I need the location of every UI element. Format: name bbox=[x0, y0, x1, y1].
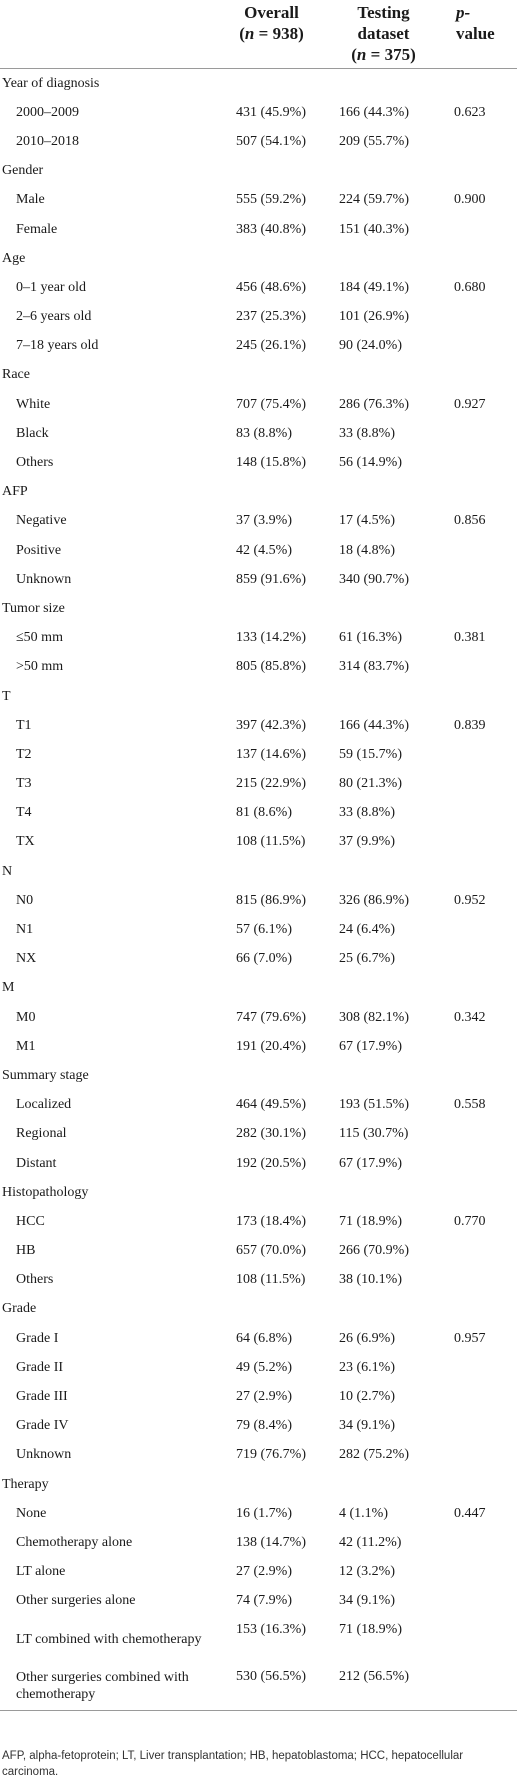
table-row bbox=[0, 740, 517, 769]
row-label: T4 bbox=[16, 805, 32, 821]
testing-value: 209 (55.7%) bbox=[339, 133, 409, 149]
group-label: Histopathology bbox=[2, 1184, 89, 1200]
overall-value: 42 (4.5%) bbox=[236, 542, 292, 558]
table-row bbox=[0, 215, 517, 244]
p-value bbox=[444, 1382, 517, 1411]
table-row bbox=[0, 1237, 517, 1266]
row-label: Unknown bbox=[16, 1447, 72, 1463]
table-row bbox=[0, 303, 517, 332]
p-value bbox=[444, 1663, 517, 1711]
p-value: 0.900 bbox=[454, 192, 486, 208]
p-value bbox=[444, 740, 517, 769]
overall-value: 456 (48.6%) bbox=[236, 279, 306, 295]
testing-value: 326 (86.9%) bbox=[339, 892, 409, 908]
row-label: Grade II bbox=[16, 1359, 64, 1375]
testing-value: 24 (6.4%) bbox=[339, 922, 395, 938]
row-label: Grade IV bbox=[16, 1418, 69, 1434]
table-group-row bbox=[0, 857, 517, 886]
p-value bbox=[444, 799, 517, 828]
table-row bbox=[0, 1616, 517, 1663]
testing-value: 212 (56.5%) bbox=[323, 1663, 444, 1711]
p-value bbox=[444, 828, 517, 857]
table-row bbox=[0, 711, 517, 740]
overall-value: 747 (79.6%) bbox=[236, 1009, 306, 1025]
table-row bbox=[0, 886, 517, 915]
overall-value: 431 (45.9%) bbox=[236, 104, 306, 120]
p-value bbox=[444, 915, 517, 944]
testing-value: 71 (18.9%) bbox=[339, 1213, 402, 1229]
group-label: N bbox=[2, 863, 13, 879]
table-group-row bbox=[0, 69, 517, 99]
table-group-row bbox=[0, 594, 517, 623]
p-value bbox=[444, 536, 517, 565]
table-row bbox=[0, 799, 517, 828]
overall-value: 74 (7.9%) bbox=[236, 1593, 292, 1609]
row-label: T3 bbox=[16, 776, 32, 792]
row-label: HCC bbox=[16, 1213, 45, 1229]
overall-value: 657 (70.0%) bbox=[236, 1243, 306, 1259]
table-row bbox=[0, 1266, 517, 1295]
table-row bbox=[0, 565, 517, 594]
row-label: HB bbox=[16, 1243, 36, 1259]
testing-value: 25 (6.7%) bbox=[339, 951, 395, 967]
row-label: 2–6 years old bbox=[16, 309, 92, 325]
table-row bbox=[0, 390, 517, 419]
group-label: Age bbox=[2, 250, 26, 266]
row-label: ≤50 mm bbox=[16, 630, 63, 646]
row-label: 2010–2018 bbox=[16, 133, 79, 149]
testing-value: 26 (6.9%) bbox=[339, 1330, 395, 1346]
row-label: 7–18 years old bbox=[16, 338, 99, 354]
group-label: M bbox=[2, 980, 15, 996]
testing-value: 340 (90.7%) bbox=[339, 571, 409, 587]
table-row bbox=[0, 536, 517, 565]
row-label: White bbox=[16, 396, 51, 412]
p-value bbox=[444, 945, 517, 974]
table-row bbox=[0, 332, 517, 361]
row-label: Grade III bbox=[16, 1389, 68, 1405]
testing-value: 33 (8.8%) bbox=[339, 805, 395, 821]
table-row bbox=[0, 915, 517, 944]
p-value bbox=[444, 1616, 517, 1663]
table-row bbox=[0, 1003, 517, 1032]
testing-value: 151 (40.3%) bbox=[339, 221, 409, 237]
testing-value: 224 (59.7%) bbox=[339, 192, 409, 208]
row-label: Others bbox=[16, 1272, 54, 1288]
table-group-row bbox=[0, 244, 517, 273]
row-label: Unknown bbox=[16, 571, 72, 587]
row-label: None bbox=[16, 1505, 47, 1521]
table-group-row bbox=[0, 157, 517, 186]
group-label: T bbox=[2, 688, 11, 704]
testing-value: 37 (9.9%) bbox=[339, 834, 395, 850]
table-row bbox=[0, 1149, 517, 1178]
overall-value: 66 (7.0%) bbox=[236, 951, 292, 967]
p-value bbox=[444, 1266, 517, 1295]
testing-value: 17 (4.5%) bbox=[339, 513, 395, 529]
testing-value: 33 (8.8%) bbox=[339, 425, 395, 441]
p-value bbox=[444, 448, 517, 477]
table-row bbox=[0, 419, 517, 448]
row-label: Positive bbox=[16, 542, 62, 558]
table-row bbox=[0, 1587, 517, 1616]
p-value bbox=[444, 770, 517, 799]
testing-value: 193 (51.5%) bbox=[339, 1097, 409, 1113]
p-value bbox=[444, 1441, 517, 1470]
row-label: Distant bbox=[16, 1155, 57, 1171]
row-label: Others bbox=[16, 455, 54, 471]
row-label: LT alone bbox=[16, 1564, 66, 1580]
overall-value: 815 (86.9%) bbox=[236, 892, 306, 908]
table-row bbox=[0, 186, 517, 215]
table-row bbox=[0, 1441, 517, 1470]
table-row bbox=[0, 624, 517, 653]
p-value bbox=[444, 1353, 517, 1382]
table-row bbox=[0, 1032, 517, 1061]
table-row bbox=[0, 1528, 517, 1557]
table-body bbox=[0, 69, 517, 1711]
p-value: 0.447 bbox=[454, 1505, 486, 1521]
overall-value: 16 (1.7%) bbox=[236, 1505, 292, 1521]
table-row bbox=[0, 653, 517, 682]
overall-value: 81 (8.6%) bbox=[236, 805, 292, 821]
overall-value: 108 (11.5%) bbox=[236, 834, 306, 850]
overall-value: 49 (5.2%) bbox=[236, 1359, 292, 1375]
p-value bbox=[444, 1237, 517, 1266]
testing-value: 23 (6.1%) bbox=[339, 1359, 395, 1375]
testing-value: 184 (49.1%) bbox=[339, 279, 409, 295]
group-label: AFP bbox=[2, 484, 28, 500]
table-row bbox=[0, 1207, 517, 1236]
p-value: 0.342 bbox=[454, 1009, 486, 1025]
row-label: Negative bbox=[16, 513, 67, 529]
table-row bbox=[0, 448, 517, 477]
row-label: Black bbox=[16, 425, 49, 441]
table-row bbox=[0, 98, 517, 127]
overall-value: 173 (18.4%) bbox=[236, 1213, 306, 1229]
overall-value: 79 (8.4%) bbox=[236, 1418, 292, 1434]
overall-value: 27 (2.9%) bbox=[236, 1564, 292, 1580]
overall-value: 507 (54.1%) bbox=[236, 133, 306, 149]
overall-value: 464 (49.5%) bbox=[236, 1097, 306, 1113]
p-value bbox=[444, 1558, 517, 1587]
row-label: M1 bbox=[16, 1038, 36, 1054]
table-row bbox=[0, 1120, 517, 1149]
header-testing bbox=[323, 0, 444, 69]
testing-value: 4 (1.1%) bbox=[339, 1505, 388, 1521]
testing-value: 67 (17.9%) bbox=[339, 1038, 402, 1054]
table-row bbox=[0, 127, 517, 156]
overall-value: 64 (6.8%) bbox=[236, 1330, 292, 1346]
p-value: 0.558 bbox=[454, 1097, 486, 1113]
table-group-row bbox=[0, 682, 517, 711]
overall-value: 133 (14.2%) bbox=[236, 630, 306, 646]
row-label: Regional bbox=[16, 1126, 67, 1142]
table-row bbox=[0, 1558, 517, 1587]
testing-value: 61 (16.3%) bbox=[339, 630, 402, 646]
table-row bbox=[0, 273, 517, 302]
overall-value: 397 (42.3%) bbox=[236, 717, 306, 733]
overall-value: 383 (40.8%) bbox=[236, 221, 306, 237]
overall-value: 805 (85.8%) bbox=[236, 659, 306, 675]
p-value bbox=[444, 215, 517, 244]
overall-value: 859 (91.6%) bbox=[236, 571, 306, 587]
p-value bbox=[444, 332, 517, 361]
header-pvalue-line2: value bbox=[456, 24, 495, 43]
table-row bbox=[0, 945, 517, 974]
header-overall bbox=[220, 0, 323, 69]
testing-value: 266 (70.9%) bbox=[339, 1243, 409, 1259]
table-footnote: AFP, alpha-fetoprotein; LT, Liver transplantation; HB, hepatoblastoma; HCC, hepatocellular carcinoma. bbox=[2, 1750, 464, 1778]
table-row bbox=[0, 770, 517, 799]
testing-value: 90 (24.0%) bbox=[339, 338, 402, 354]
group-label: Summary stage bbox=[2, 1067, 89, 1083]
overall-value: 108 (11.5%) bbox=[236, 1272, 306, 1288]
overall-value: 83 (8.8%) bbox=[236, 425, 292, 441]
table-row bbox=[0, 1324, 517, 1353]
p-value: 0.927 bbox=[454, 396, 486, 412]
table-group-row bbox=[0, 1061, 517, 1090]
overall-value: 245 (26.1%) bbox=[236, 338, 306, 354]
header-testing-line2: dataset bbox=[357, 24, 410, 43]
header-pvalue bbox=[444, 0, 517, 69]
overall-value: 555 (59.2%) bbox=[236, 192, 306, 208]
overall-value: 191 (20.4%) bbox=[236, 1038, 306, 1054]
table-group-row bbox=[0, 478, 517, 507]
testing-value: 115 (30.7%) bbox=[339, 1126, 409, 1142]
header-overall-line1: Overall bbox=[244, 3, 299, 22]
overall-value: 707 (75.4%) bbox=[236, 396, 306, 412]
overall-value: 37 (3.9%) bbox=[236, 513, 292, 529]
table-header bbox=[0, 0, 517, 69]
row-label: Female bbox=[16, 221, 58, 237]
testing-value: 42 (11.2%) bbox=[339, 1534, 402, 1550]
row-label: M0 bbox=[16, 1009, 36, 1025]
row-label: TX bbox=[16, 834, 35, 850]
table-group-row bbox=[0, 974, 517, 1003]
testing-value: 38 (10.1%) bbox=[339, 1272, 402, 1288]
testing-value: 314 (83.7%) bbox=[339, 659, 409, 675]
testing-value: 101 (26.9%) bbox=[339, 309, 409, 325]
row-label: 0–1 year old bbox=[16, 279, 86, 295]
table-row bbox=[0, 1499, 517, 1528]
table-group-row bbox=[0, 1295, 517, 1324]
row-label: Grade I bbox=[16, 1330, 59, 1346]
overall-value: 192 (20.5%) bbox=[236, 1155, 306, 1171]
group-label: Therapy bbox=[2, 1476, 49, 1492]
p-value: 0.952 bbox=[454, 892, 486, 908]
group-label: Gender bbox=[2, 163, 44, 179]
testing-value: 18 (4.8%) bbox=[339, 542, 395, 558]
testing-value: 34 (9.1%) bbox=[339, 1593, 395, 1609]
testing-value: 282 (75.2%) bbox=[339, 1447, 409, 1463]
overall-value: 215 (22.9%) bbox=[236, 776, 306, 792]
row-label: 2000–2009 bbox=[16, 104, 79, 120]
p-value: 0.770 bbox=[454, 1213, 486, 1229]
p-value bbox=[444, 1587, 517, 1616]
header-label-column bbox=[0, 0, 220, 69]
row-label: LT combined with chemotherapy bbox=[16, 1631, 202, 1647]
overall-value: 137 (14.6%) bbox=[236, 746, 306, 762]
testing-value: 80 (21.3%) bbox=[339, 776, 402, 792]
row-label: T1 bbox=[16, 717, 32, 733]
overall-value: 153 (16.3%) bbox=[236, 1621, 306, 1637]
testing-value: 71 (18.9%) bbox=[339, 1621, 402, 1637]
p-value: 0.957 bbox=[454, 1330, 486, 1346]
p-value bbox=[444, 1528, 517, 1557]
table-row bbox=[0, 1091, 517, 1120]
testing-value: 34 (9.1%) bbox=[339, 1418, 395, 1434]
testing-value: 59 (15.7%) bbox=[339, 746, 402, 762]
overall-value: 27 (2.9%) bbox=[236, 1389, 292, 1405]
row-label: Male bbox=[16, 192, 45, 208]
table-row bbox=[0, 1412, 517, 1441]
header-pvalue-line1: p- bbox=[456, 3, 471, 22]
row-label: NX bbox=[16, 951, 37, 967]
table-row bbox=[0, 507, 517, 536]
p-value: 0.856 bbox=[454, 513, 486, 529]
overall-value: 57 (6.1%) bbox=[236, 922, 292, 938]
group-label: Grade bbox=[2, 1301, 37, 1317]
row-label: Chemotherapy alone bbox=[16, 1534, 133, 1550]
row-label: T2 bbox=[16, 746, 32, 762]
row-label: Localized bbox=[16, 1097, 72, 1113]
p-value bbox=[444, 1149, 517, 1178]
testing-value: 12 (3.2%) bbox=[339, 1564, 395, 1580]
table-group-row bbox=[0, 1178, 517, 1207]
p-value bbox=[444, 419, 517, 448]
overall-value: 138 (14.7%) bbox=[236, 1534, 306, 1550]
group-label: Year of diagnosis bbox=[2, 75, 100, 91]
table-row bbox=[0, 1353, 517, 1382]
testing-value: 166 (44.3%) bbox=[339, 104, 409, 120]
row-label: Other surgeries combined with chemotherapy bbox=[0, 1663, 220, 1711]
p-value: 0.381 bbox=[454, 630, 486, 646]
header-overall-line2: (n = 938) bbox=[239, 24, 304, 43]
p-value bbox=[444, 1032, 517, 1061]
p-value: 0.623 bbox=[454, 104, 486, 120]
row-label: Other surgeries alone bbox=[16, 1593, 136, 1609]
table-row bbox=[0, 828, 517, 857]
testing-value: 286 (76.3%) bbox=[339, 396, 409, 412]
row-label: >50 mm bbox=[16, 659, 64, 675]
overall-value: 530 (56.5%) bbox=[220, 1663, 323, 1711]
header-testing-line1: Testing bbox=[357, 3, 410, 22]
overall-value: 719 (76.7%) bbox=[236, 1447, 306, 1463]
testing-value: 10 (2.7%) bbox=[339, 1389, 395, 1405]
table-row bbox=[0, 1382, 517, 1411]
p-value bbox=[444, 127, 517, 156]
testing-value: 166 (44.3%) bbox=[339, 717, 409, 733]
overall-value: 282 (30.1%) bbox=[236, 1126, 306, 1142]
group-label: Tumor size bbox=[2, 600, 65, 616]
overall-value: 148 (15.8%) bbox=[236, 455, 306, 471]
group-label: Race bbox=[2, 367, 30, 383]
row-label: N0 bbox=[16, 892, 34, 908]
header-testing-line3: (n = 375) bbox=[351, 45, 416, 64]
p-value bbox=[444, 653, 517, 682]
p-value bbox=[444, 303, 517, 332]
testing-value: 67 (17.9%) bbox=[339, 1155, 402, 1171]
table-row bbox=[0, 1663, 517, 1711]
overall-value: 237 (25.3%) bbox=[236, 309, 306, 325]
testing-value: 56 (14.9%) bbox=[339, 455, 402, 471]
p-value: 0.839 bbox=[454, 717, 486, 733]
row-label: N1 bbox=[16, 922, 34, 938]
p-value bbox=[444, 1120, 517, 1149]
table-group-row bbox=[0, 361, 517, 390]
p-value: 0.680 bbox=[454, 279, 486, 295]
p-value bbox=[444, 565, 517, 594]
testing-value: 308 (82.1%) bbox=[339, 1009, 409, 1025]
p-value bbox=[444, 1412, 517, 1441]
table-group-row bbox=[0, 1470, 517, 1499]
